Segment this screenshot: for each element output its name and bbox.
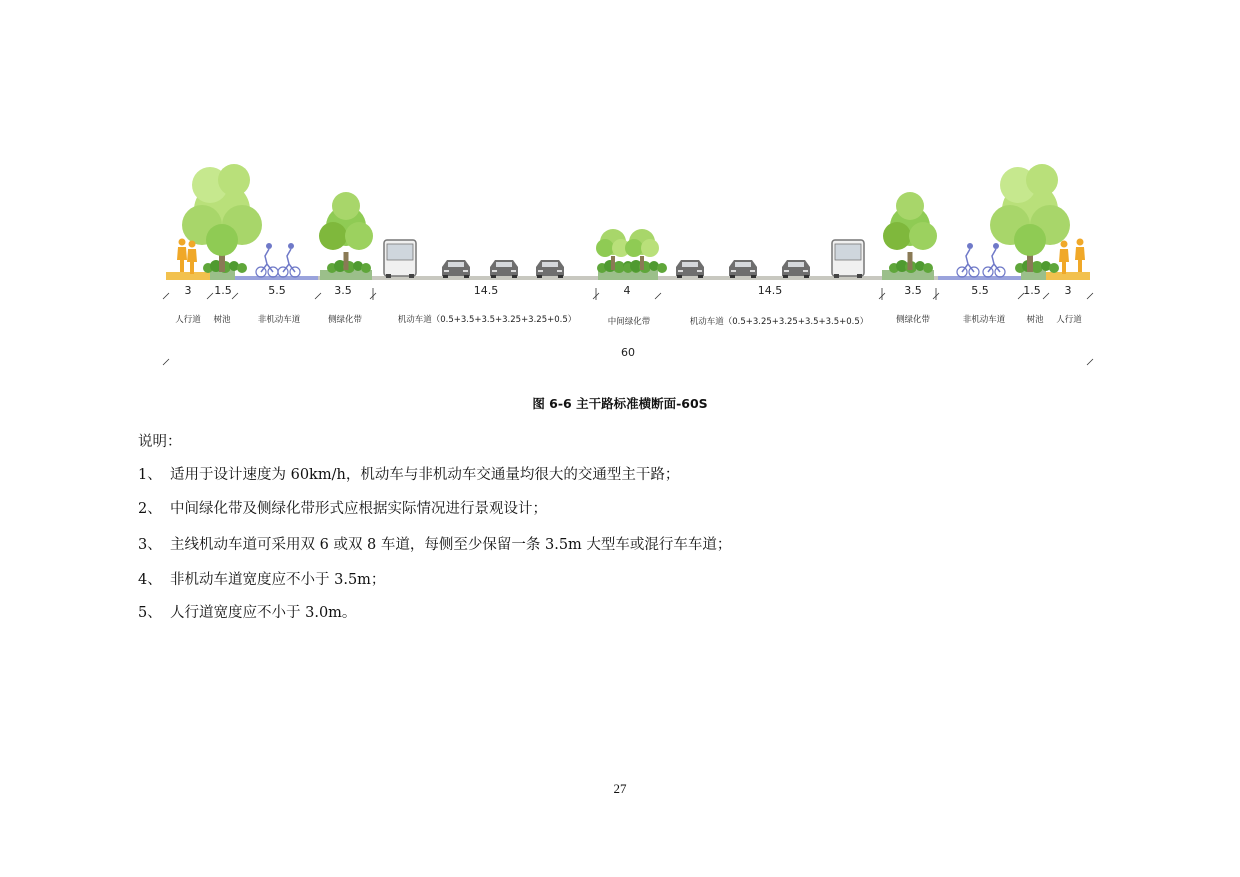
- label-sidewalk-right: 人行道: [1056, 315, 1082, 325]
- label-motor-lane-right: 机动车道（0.5+3.25+3.25+3.5+3.5+0.5）: [689, 317, 869, 327]
- dim-bike-lane-right: 5.5: [971, 284, 989, 297]
- tree-icon: [883, 192, 937, 270]
- note-item: [138, 533, 731, 554]
- dim-side-belt-right: 3.5: [904, 284, 922, 297]
- note-item: [138, 601, 356, 622]
- car-icon: [536, 260, 564, 278]
- dim-median: 4: [623, 284, 631, 297]
- bike-lane-right: [938, 276, 1021, 280]
- cyclist-icon: [256, 243, 278, 277]
- notes-title: 说明：: [138, 434, 182, 450]
- label-side-belt-right: 侧绿化带: [895, 315, 931, 325]
- bus-icon: [384, 240, 416, 278]
- label-median: 中间绿化带: [607, 317, 651, 327]
- cyclist-icon: [278, 243, 300, 277]
- note-text: 非机动车道宽度应不小于 3.5m；: [170, 572, 386, 588]
- cyclist-icon: [983, 243, 1005, 277]
- pedestrian-icon: [187, 241, 197, 275]
- pedestrian-icon: [177, 239, 187, 273]
- dim-motor-lane-left: 14.5: [473, 284, 499, 297]
- note-number: 3、: [138, 537, 162, 553]
- dim-total-width: 60: [621, 346, 635, 359]
- note-text: 人行道宽度应不小于 3.0m。: [170, 605, 357, 621]
- note-text: 中间绿化带及侧绿化带形式应根据实际情况进行景观设计；: [170, 501, 547, 517]
- page-number: 27: [613, 781, 627, 796]
- label-sidewalk-left: 人行道: [175, 315, 201, 325]
- note-item: [138, 568, 385, 589]
- note-number: 1、: [138, 467, 162, 483]
- car-icon: [676, 260, 704, 278]
- dim-tree-pit-left: 1.5: [214, 284, 232, 297]
- label-bike-lane-left: 非机动车道: [257, 315, 301, 325]
- note-number: 2、: [138, 501, 162, 517]
- cross-section-diagram: [0, 0, 1240, 380]
- label-bike-lane-right: 非机动车道: [962, 315, 1006, 325]
- car-icon: [442, 260, 470, 278]
- note-number: 4、: [138, 572, 162, 588]
- dim-sidewalk-left: 3: [184, 284, 192, 297]
- cyclist-icon: [957, 243, 979, 277]
- tree-icon: [990, 164, 1070, 272]
- dim-side-belt-left: 3.5: [334, 284, 352, 297]
- note-item: [138, 463, 679, 484]
- sidewalk-right: [1046, 272, 1090, 280]
- pedestrian-icon: [1059, 241, 1069, 275]
- sidewalk-left: [166, 272, 210, 280]
- bike-lane-left: [235, 276, 318, 280]
- label-tree-pit-left: 树池: [213, 315, 231, 325]
- dim-sidewalk-right: 3: [1064, 284, 1072, 297]
- tree-icon: [319, 192, 373, 270]
- label-motor-lane-left: 机动车道（0.5+3.5+3.5+3.25+3.25+0.5）: [397, 315, 577, 325]
- note-text: 主线机动车道可采用双 6 或双 8 车道，每侧至少保留一条 3.5m 大型车或混行车车道；: [170, 537, 732, 553]
- car-icon: [729, 260, 757, 278]
- note-number: 5、: [138, 605, 162, 621]
- dim-tree-pit-right: 1.5: [1023, 284, 1041, 297]
- pedestrian-icon: [1075, 239, 1085, 273]
- bus-icon: [832, 240, 864, 278]
- note-item: [138, 497, 547, 518]
- dim-motor-lane-right: 14.5: [757, 284, 783, 297]
- car-icon: [782, 260, 810, 278]
- car-icon: [490, 260, 518, 278]
- note-text: 适用于设计速度为 60km/h，机动车与非机动车交通量均很大的交通型主干路；: [170, 467, 680, 483]
- label-tree-pit-right: 树池: [1026, 315, 1044, 325]
- dim-bike-lane-left: 5.5: [268, 284, 286, 297]
- figure-caption: 图 6-6 主干路标准横断面-60S: [532, 396, 708, 411]
- label-side-belt-left: 侧绿化带: [327, 315, 363, 325]
